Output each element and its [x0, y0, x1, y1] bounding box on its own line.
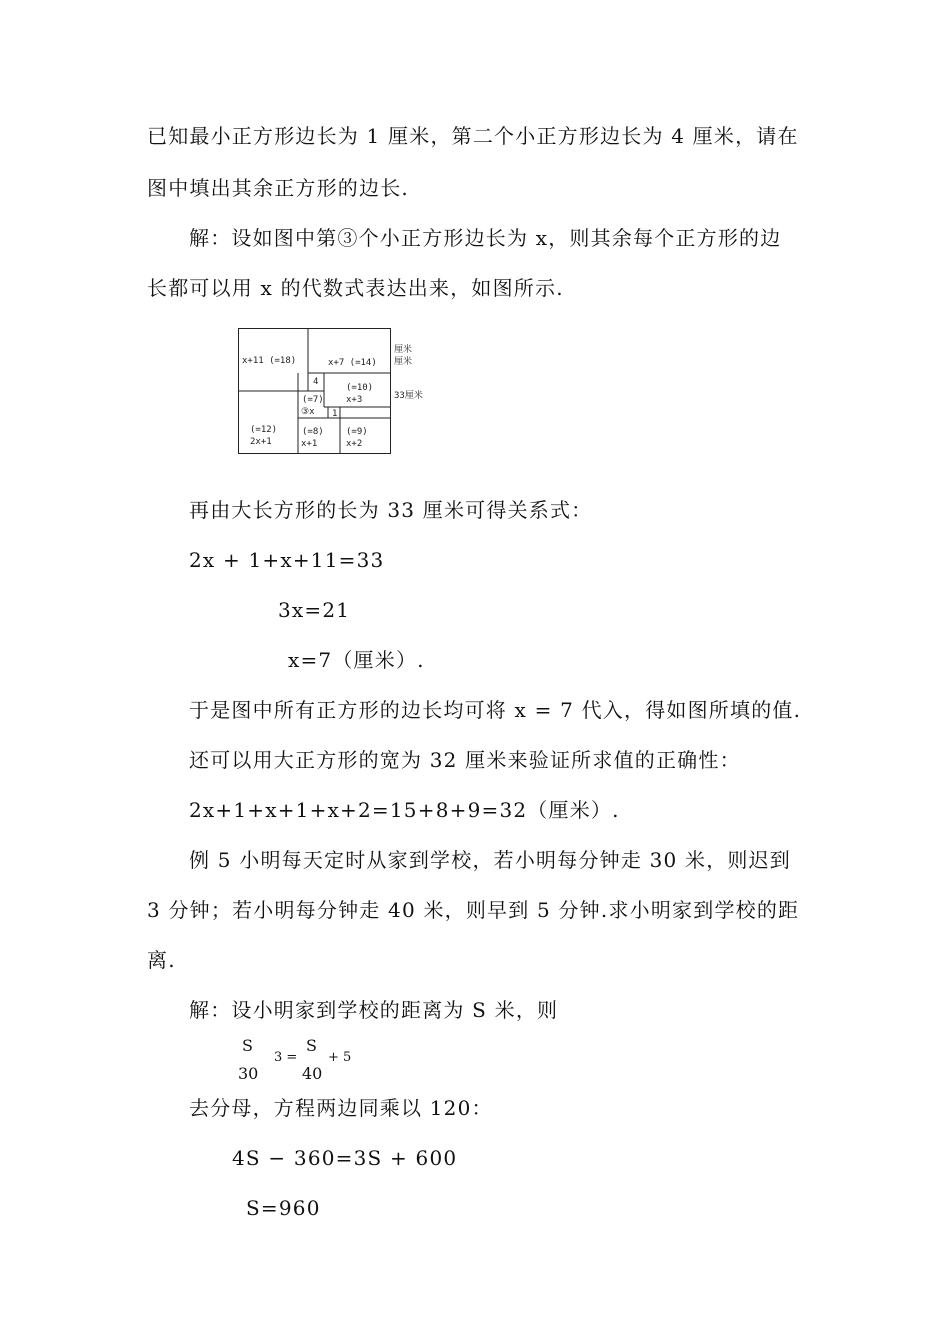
label-bottom-mid-expr: x+1 — [301, 439, 318, 449]
label-bottom-right-expr: x+2 — [346, 439, 363, 449]
equation-middle: 3 = — [274, 1050, 298, 1065]
equation-line-1: 2x + 1+x+11=33 — [189, 548, 385, 572]
fraction-1-denominator: 30 — [238, 1064, 259, 1083]
equation-line-4: 2x+1+x+1+x+2=15+8+9=32（厘米）. — [189, 798, 620, 822]
paragraph-line-4: 长都可以用 x 的代数式表达出来，如图所示. — [147, 276, 564, 300]
label-bottom-mid-value: (=8) — [302, 427, 324, 437]
solution-line-1: 解：设小明家到学校的距离为 S 米，则 — [189, 998, 559, 1022]
example-line-2: 3 分钟；若小明每分钟走 40 米，则早到 5 分钟.求小明家到学校的距 — [147, 898, 800, 922]
example-line-3: 离. — [147, 948, 176, 972]
label-top-right: x+7 (=14) — [328, 358, 377, 368]
label-bottom-left-value: (=12) — [250, 425, 278, 435]
equation-line-2: 3x=21 — [278, 598, 351, 622]
paragraph-line-3: 解：设如图中第③个小正方形边长为 x，则其余每个正方形的边 — [189, 226, 782, 250]
solution-line-2: 去分母，方程两边同乘以 120： — [189, 1096, 493, 1120]
squares-figure — [238, 328, 423, 454]
side-label-1: 厘米 — [394, 345, 413, 355]
label-bottom-right-value: (=9) — [346, 427, 368, 437]
label-mid-right-expr: x+3 — [346, 395, 363, 405]
label-mid-right-value: (=10) — [346, 383, 374, 393]
label-one: 1 — [332, 409, 338, 419]
squares-figure-svg — [238, 328, 438, 454]
example-line-1: 例 5 小明每天定时从家到学校，若小明每分钟走 30 米，则迟到 — [189, 848, 792, 872]
equation-line-3: x=7（厘米）. — [288, 648, 425, 672]
side-label-2: 厘米 — [394, 357, 413, 367]
label-bottom-left-expr: 2x+1 — [250, 437, 272, 447]
label-center-x: ③x — [301, 407, 315, 417]
equation-tail: + 5 — [328, 1050, 352, 1065]
fraction-2-denominator: 40 — [302, 1064, 323, 1083]
side-label-3: 33厘米 — [394, 391, 423, 401]
solution-line-4: S=960 — [246, 1196, 321, 1220]
label-four: 4 — [313, 377, 319, 387]
paragraph-line-2: 图中填出其余正方形的边长. — [147, 176, 409, 200]
fraction-2-numerator: S — [306, 1036, 317, 1055]
label-center-value: (=7) — [302, 395, 324, 405]
paragraph-line-1: 已知最小正方形边长为 1 厘米，第二个小正方形边长为 4 厘米，请在 — [147, 124, 799, 148]
paragraph-line-5: 再由大长方形的长为 33 厘米可得关系式： — [189, 498, 593, 522]
fraction-1-numerator: S — [242, 1036, 253, 1055]
label-top-left: x+11 (=18) — [242, 356, 297, 366]
solution-line-3: 4S − 360=3S + 600 — [232, 1146, 458, 1170]
paragraph-line-7: 还可以用大正方形的宽为 32 厘米来验证所求值的正确性： — [189, 748, 741, 772]
paragraph-line-6: 于是图中所有正方形的边长均可将 x = 7 代入，得如图所填的值. — [189, 698, 802, 722]
